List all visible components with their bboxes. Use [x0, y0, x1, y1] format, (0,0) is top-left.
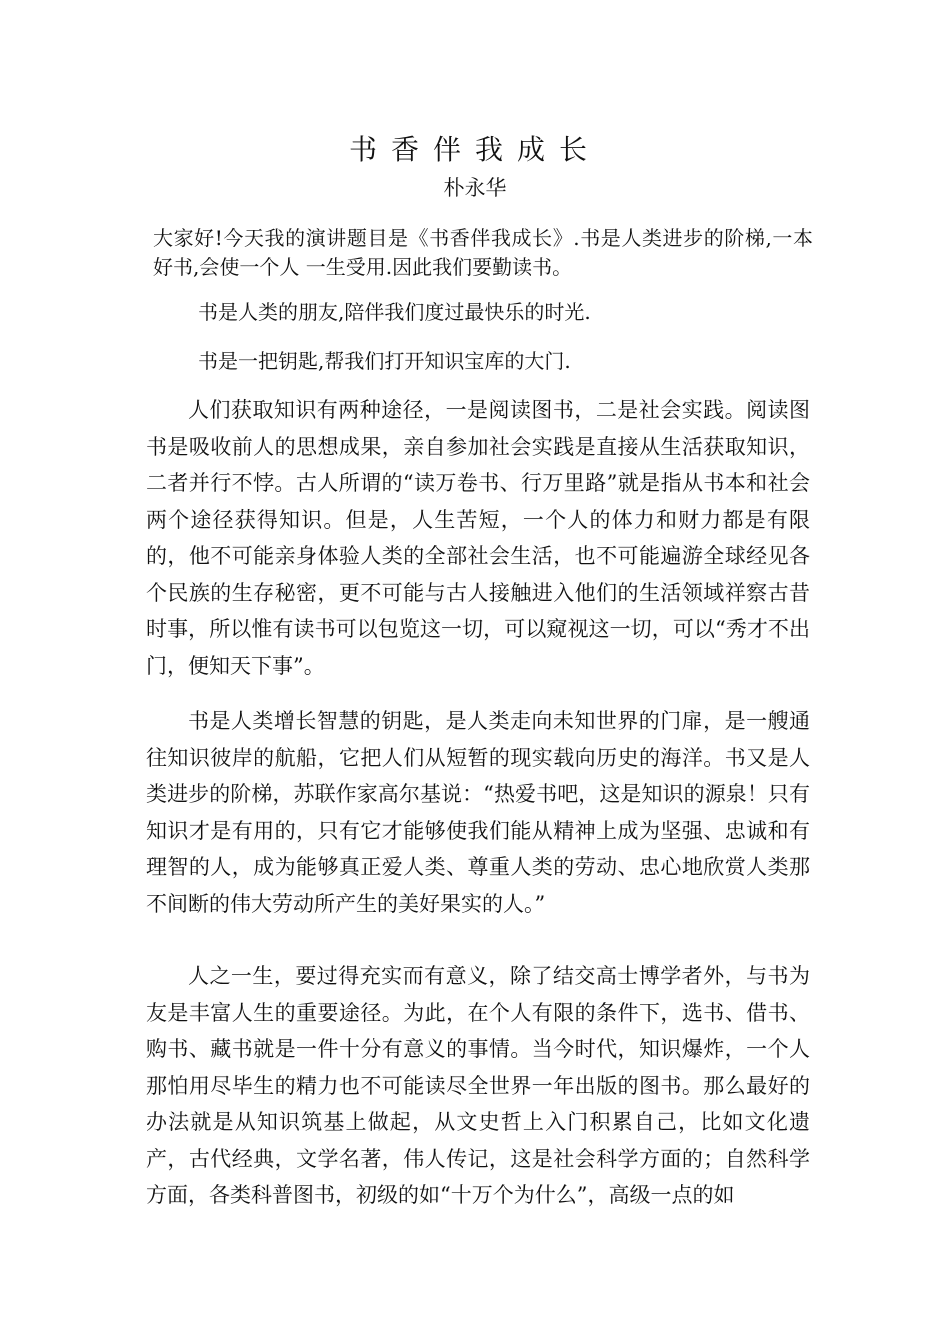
paragraph-friend: 书是人类的朋友,陪伴我们度过最快乐的时光.: [198, 300, 591, 324]
paragraph-life: 人之一生，要过得充实而有意义，除了结交高士博学者外，与书为友是丰富人生的重要途径。为此，在个人有限的条件下，选书、借书、购书、藏书就是一件十分有意义的事情。当今时代，知识爆炸，一个人那怕用尽毕生的精力也不可能读尽全世界一年出版的图书。那么最好的办法就是从知识筑基上做起，从文史哲上入门积累自己，比如文化遗产，古代经典，文学名著，伟人传记，这是社会科学方面的；自然科学方面，各类科普图书，初级的如“十万个为什么”，高级一点的如: [146, 964, 810, 1207]
paragraph-wisdom: 书是人类增长智慧的钥匙，是人类走向未知世界的门扉，是一艘通往知识彼岸的航船，它把人们从短暂的现实载向历史的海洋。书又是人类进步的阶梯，苏联作家高尔基说：“热爱书吧，这是知识的源泉！只有知识才是有用的，只有它才能够使我们能从精神上成为坚强、忠诚和有理智的人，成为能够真正爱人类、尊重人类的劳动、忠心地欣赏人类那不间断的伟大劳动所产生的美好果实的人。”: [146, 709, 810, 916]
paragraph-intro: 大家好!今天我的演讲题目是《书香伴我成长》.书是人类进步的阶梯,一本好书,会使一个人 一生受用.因此我们要勤读书。: [153, 226, 813, 279]
paragraph-knowledge-paths: 人们获取知识有两种途径，一是阅读图书，二是社会实践。阅读图书是吸收前人的思想成果，亲自参加社会实践是直接从生活获取知识，二者并行不悖。古人所谓的“读万卷书、行万里路”就是指从书本和社会两个途径获得知识。但是，人生苦短，一个人的体力和财力都是有限的，他不可能亲身体验人类的全部社会生活，也不可能遍游全球经见各个民族的生存秘密，更不可能与古人接触进入他们的生活领域祥察古昔时事，所以惟有读书可以包览这一切，可以窥视这一切，可以“秀才不出门，便知天下事”。: [146, 398, 810, 678]
document-title: 书香伴我成长: [348, 133, 601, 166]
paragraph-key: 书是一把钥匙,帮我们打开知识宝库的大门.: [198, 349, 571, 373]
document-author: 朴永华: [443, 176, 507, 200]
